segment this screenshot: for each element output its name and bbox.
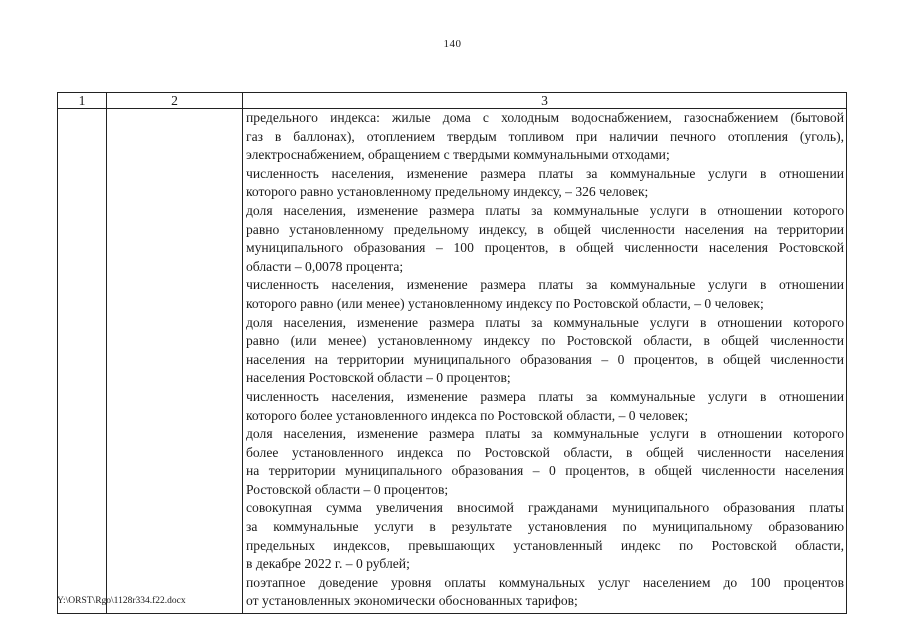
text-paragraph <box>246 276 844 313</box>
text-line: населения Ростовской области – 0 процентов; <box>246 370 511 386</box>
text-line: муниципального образования – 100 процентов, в общей численности населения Ростовской <box>246 240 844 256</box>
text-line: поэтапное доведение уровня оплаты коммунальных услуг населением до 100 процентов <box>246 574 844 590</box>
text-line: равно установленному предельному индексу, в общей численности населения на территории <box>246 221 844 237</box>
text-line: доля населения, изменение размера платы за коммунальные услуги в отношении которого <box>246 314 844 330</box>
column-header-3: 3 <box>243 93 847 109</box>
text-line: на территории муниципального образования – 0 процентов, в общей численности населения <box>246 463 844 479</box>
table-header-row <box>58 93 847 109</box>
text-line: в декабре 2022 г. – 0 рублей; <box>246 556 410 572</box>
text-line: предельного индекса: жилые дома с холодным водоснабжением, газоснабжением (бытовой <box>246 110 844 125</box>
text-paragraph <box>246 425 844 499</box>
text-line: от установленных экономически обоснованных тарифов; <box>246 593 578 609</box>
text-paragraph <box>246 574 844 611</box>
text-line: доля населения, изменение размера платы за коммунальные услуги в отношении которого <box>246 426 844 442</box>
text-paragraphs <box>246 109 844 611</box>
text-line: которого более установленного индекса по Ростовской области, – 0 человек; <box>246 407 689 423</box>
text-paragraph <box>246 499 844 573</box>
text-paragraph <box>246 109 844 165</box>
text-line: населения на территории муниципального образования – 0 процентов, в общей численности <box>246 351 844 367</box>
column-header-2: 2 <box>107 93 243 109</box>
column-2-cell <box>107 109 243 614</box>
text-line: области – 0,0078 процента; <box>246 258 404 274</box>
text-line: численность населения, изменение размера платы за коммунальные услуги в отношении <box>246 277 844 293</box>
text-line: численность населения, изменение размера платы за коммунальные услуги в отношении <box>246 388 844 404</box>
text-line: численность населения, изменение размера платы за коммунальные услуги в отношении <box>246 165 844 181</box>
text-line: за коммунальные услуги в результате установления по муниципальному образованию <box>246 519 844 535</box>
text-paragraph <box>246 202 844 276</box>
text-line: Ростовской области – 0 процентов; <box>246 481 449 497</box>
text-line: более установленного индекса по Ростовской области, в общей численности населения <box>246 444 844 460</box>
text-line: доля населения, изменение размера платы за коммунальные услуги в отношении которого <box>246 202 844 218</box>
text-paragraph <box>246 165 844 202</box>
text-line: совокупная сумма увеличения вносимой гражданами муниципального образования платы <box>246 500 844 516</box>
table-body-row <box>58 109 847 614</box>
column-1-cell <box>58 109 107 614</box>
text-paragraph <box>246 388 844 425</box>
text-paragraph <box>246 314 844 388</box>
text-line: газ в баллонах), отоплением твердым топливом при наличии печного отопления (уголь), <box>246 128 844 144</box>
column-header-1: 1 <box>58 93 107 109</box>
document-table <box>57 92 847 614</box>
footer-file-path: Y:\ORST\Rgo\1128r334.f22.docx <box>57 596 186 606</box>
page-number: 140 <box>443 38 462 50</box>
text-line: предельных индексов, превышающих установленный индекс по Ростовской области, <box>246 537 844 553</box>
text-line: равно (или менее) установленному индексу по Ростовской области, в общей численности <box>246 333 844 349</box>
text-line: которого равно (или менее) установленному индексу по Ростовской области, – 0 человек; <box>246 295 764 311</box>
text-line: которого равно установленному предельному индексу, – 326 человек; <box>246 184 649 200</box>
column-3-cell <box>243 109 847 614</box>
text-line: электроснабжением, обращением с твердыми коммунальными отходами; <box>246 147 670 163</box>
